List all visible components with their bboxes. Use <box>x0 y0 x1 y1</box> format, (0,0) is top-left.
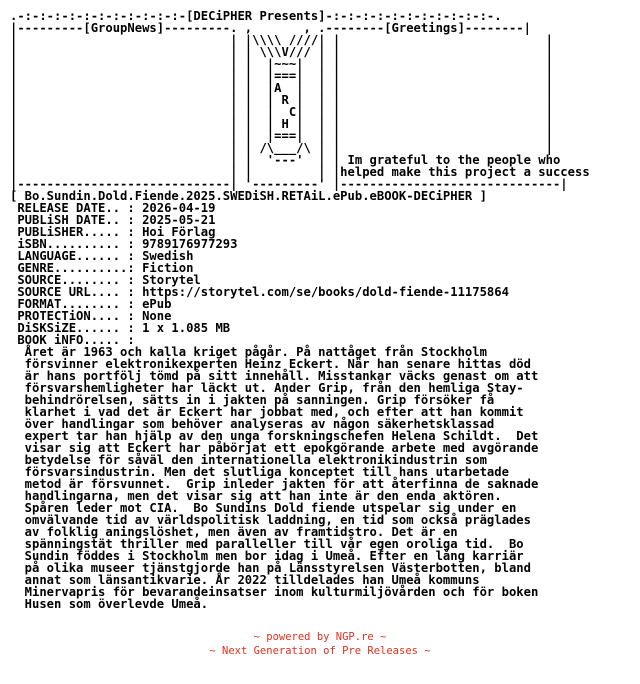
nfo-line: PUBLiSHER..... : Hoi Förlag <box>10 225 216 239</box>
nfo-line: handlingarna, men det visar sig att han inte är den enda aktören. <box>10 489 502 503</box>
nfo-line: omvälvande tid av världspolitisk laddning, en tid som också präglades <box>10 513 531 527</box>
nfo-line: BOOK iNFO..... : <box>10 333 135 347</box>
nfo-line: | | | | R | | | | <box>10 93 553 107</box>
nfo-line: RELEASE DATE.. : 2026-04-19 <box>10 201 216 215</box>
nfo-line: försvarsindustrin. Men det slutliga konceptet till hans utarbetade <box>10 465 509 479</box>
nfo-line: |---------[GroupNews]---------. , , .--------[Greetings]--------| <box>10 21 531 35</box>
nfo-line: betydelse för såväl den internationella elektronikindustrin som <box>10 453 487 467</box>
nfo-line: | | | |~~~| | | | <box>10 57 553 71</box>
footer-tagline: ~ Next Generation of Pre Releases ~ <box>209 645 431 657</box>
nfo-line: Minervapris för bevarandeinsatser inom kulturmiljövården och för boken <box>10 585 539 599</box>
nfo-line: försvinner elektronikexperten Heinz Eckert. När han senare hittas död <box>10 357 531 371</box>
nfo-line: SOURCE URL.... : https://storytel.com/se/books/dold-fiende-11175864 <box>10 285 509 299</box>
nfo-line: över handlingar som behöver analyseras av någon säkerhetsklassad <box>10 417 495 431</box>
nfo-line: | | | \\\V/// | | | <box>10 45 553 59</box>
nfo-line: LANGUAGE...... : Swedish <box>10 249 194 263</box>
nfo-line: DiSKSiZE...... : 1 x 1.085 MB <box>10 321 231 335</box>
nfo-line: GENRE..........: Fiction <box>10 261 194 275</box>
nfo-line: .-:-:-:-:-:-:-:-:-:-:-:-[DECiPHER Presents]-:-:-:-:-:-:-:-:-:-:-:-. <box>10 9 502 23</box>
nfo-line: | | |\\\\ ////| | | <box>10 33 553 47</box>
nfo-line: FORMAT........ : ePub <box>10 297 172 311</box>
nfo-line: Sundin föddes i Stockholm men bor idag i Umeå. Efter en lång karriär <box>10 549 524 563</box>
nfo-line: | | | |===| | | | <box>10 69 553 83</box>
nfo-line: PROTECTiON.... : None <box>10 309 172 323</box>
nfo-line: metod är försvunnet. Grip inleder jakten för att återfinna de saknade <box>10 477 539 491</box>
nfo-line: iSBN.......... : 9789176977293 <box>10 237 238 251</box>
nfo-line: klarhet i vad det är Eckert har jobbat med, och efter att han kommit <box>10 405 524 419</box>
nfo-line: |-----------------------------| '---------' |------------------------------| <box>10 177 568 191</box>
nfo-line: | | | | C| | | | <box>10 105 553 119</box>
nfo-line: | | | |A | | | | <box>10 81 553 95</box>
nfo-line: PUBLiSH DATE.. : 2025-05-21 <box>10 213 216 227</box>
nfo-line: Husen som överlevde Umeå. <box>10 597 209 611</box>
nfo-line: spänningstät thriller med paralleller till vår egen oroliga tid. Bo <box>10 537 524 551</box>
nfo-line: annat som länsantikvarie. År 2022 tilldelades han Umeå kommuns <box>10 573 480 587</box>
nfo-line: | | | |===| | | | <box>10 129 553 143</box>
nfo-line: behindrörelsen, sätts in i jakten på sanningen. Grip försöker få <box>10 393 495 407</box>
nfo-line: | | | | |helped make this project a success <box>10 165 590 179</box>
nfo-line: är hans portfölj tömd på sitt innehåll. Misstankar väcks genast om att <box>10 369 539 383</box>
nfo-line: av folklig aningslöshet, men även av framtidstro. Det är en <box>10 525 458 539</box>
nfo-line: [ Bo.Sundin.Dold.Fiende.2025.SWEDiSH.RETAiL.ePub.eBOOK-DECiPHER ] <box>10 189 487 203</box>
nfo-line: Spåren leder mot CIA. Bo Sundins Dold fiende utspelar sig under en <box>10 501 517 515</box>
nfo-line: expert tar han hjälp av den unga forskningschefen Helena Schildt. Det <box>10 429 539 443</box>
nfo-line: | | | | H | | | | <box>10 117 553 131</box>
footer <box>0 630 640 658</box>
nfo-line: Året är 1963 och kalla kriget pågår. På nattåget från Stockholm <box>10 345 487 359</box>
nfo-line: | | | /\___/\ | | | <box>10 141 553 155</box>
nfo-line: SOURCE........ : Storytel <box>10 273 201 287</box>
footer-powered-by: ~ powered by NGP.re ~ <box>253 631 387 643</box>
nfo-line: på olika museer tjänstgjorde han på Länsstyrelsen Västerbotten, bland <box>10 561 531 575</box>
nfo-text <box>10 10 590 610</box>
nfo-line: visar sig att Eckert har påbörjat ett epokgörande arbete med avgörande <box>10 441 539 455</box>
nfo-line: försvarshemligheter har läckt ut. Ander Grip, från den hemliga Stay- <box>10 381 524 395</box>
nfo-line: | | | '---' | | Im grateful to the people who <box>10 153 561 167</box>
